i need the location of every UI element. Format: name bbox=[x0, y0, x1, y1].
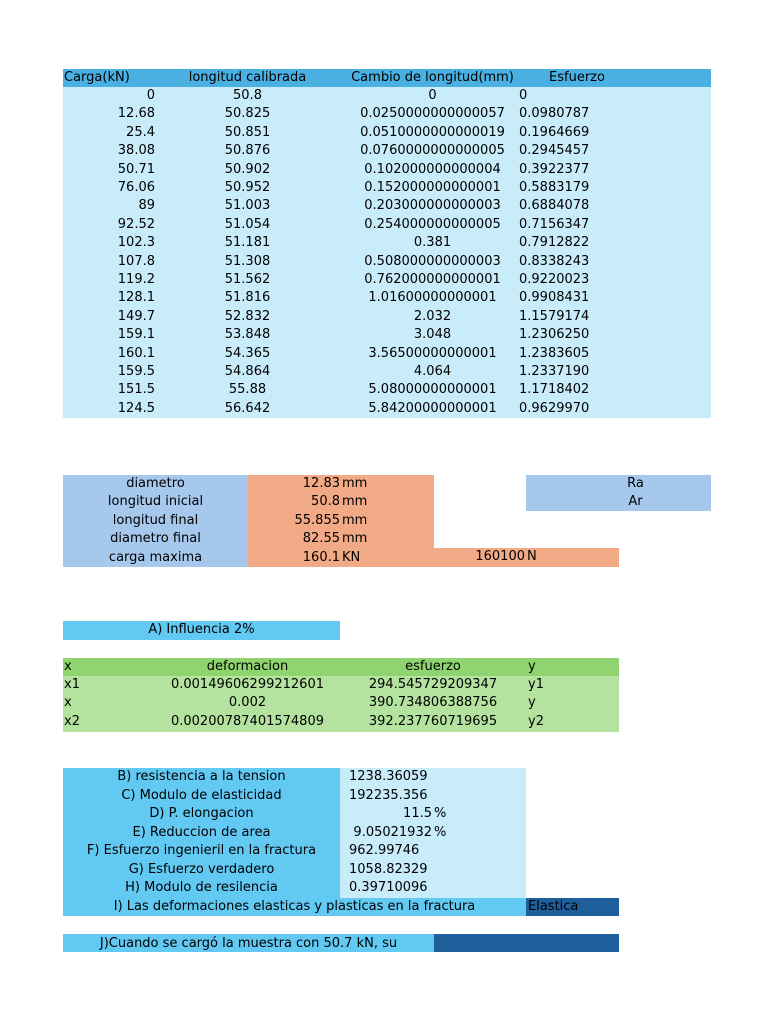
table-cell-cambio: 0.203000000000003 bbox=[364, 198, 501, 214]
table-cell-cambio: 1.01600000000001 bbox=[368, 290, 497, 306]
table-cell-carga: 89 bbox=[138, 198, 155, 214]
table-cell-esfuerzo: 0.1964669 bbox=[519, 124, 590, 140]
table-cell-cambio: 0.102000000000004 bbox=[364, 161, 501, 177]
table-cell-longitud: 50.8 bbox=[233, 88, 262, 103]
interp-cell-deformacion: 0.00200787401574809 bbox=[170, 713, 324, 729]
param-value: 55.855 bbox=[294, 512, 340, 528]
table-cell-carga: 159.5 bbox=[117, 364, 155, 379]
table-cell-carga: 102.3 bbox=[117, 235, 155, 251]
result-label: C) Modulo de elasticidad bbox=[121, 787, 282, 803]
question-j: J)Cuando se cargó la muestra con 50.7 kN, su bbox=[99, 936, 398, 951]
interp-cell-y: y bbox=[528, 695, 536, 711]
param-unit: mm bbox=[342, 494, 368, 510]
table-cell-esfuerzo: 0.9629970 bbox=[519, 400, 590, 416]
table-cell-carga: 159.1 bbox=[117, 327, 155, 343]
table-cell-longitud: 51.308 bbox=[224, 253, 271, 269]
param-label: diametro final bbox=[110, 531, 201, 547]
result-value: 0.39710096 bbox=[349, 880, 428, 895]
table-cell-esfuerzo: 1.2306250 bbox=[519, 327, 590, 343]
table-cell-cambio: 0.381 bbox=[413, 235, 452, 251]
table-cell-carga: 160.1 bbox=[117, 345, 155, 361]
table-cell-cambio: 5.08000000000001 bbox=[368, 382, 497, 398]
table-cell-longitud: 54.864 bbox=[224, 364, 271, 379]
interp-header-y: y bbox=[528, 659, 536, 674]
deform-answer: Elastica bbox=[526, 898, 619, 916]
table-cell-longitud: 50.825 bbox=[224, 106, 271, 122]
deform-question: I) Las deformaciones elasticas y plasticas en la fractura bbox=[113, 899, 476, 914]
result-value: 1058.82329 bbox=[349, 861, 428, 877]
table-cell-longitud: 50.851 bbox=[224, 124, 271, 140]
table-cell-carga: 107.8 bbox=[117, 253, 155, 269]
interp-cell-esfuerzo: 294.545729209347 bbox=[368, 677, 498, 692]
param-label: longitud final bbox=[112, 512, 199, 528]
table-cell-cambio: 0.0250000000000057 bbox=[360, 106, 505, 122]
result-unit: % bbox=[434, 806, 447, 821]
param-value: 12.83 bbox=[302, 476, 340, 491]
table-cell-cambio: 4.064 bbox=[413, 364, 452, 379]
table-cell-carga: 38.08 bbox=[117, 143, 155, 159]
table-cell-longitud: 55.88 bbox=[228, 382, 267, 398]
side-label-ra: Ra bbox=[627, 476, 644, 491]
table-cell-cambio: 0.0760000000000005 bbox=[360, 143, 505, 159]
result-value: 192235.356 bbox=[349, 787, 428, 803]
table-cell-carga: 151.5 bbox=[117, 382, 155, 398]
table-cell-esfuerzo: 0.0980787 bbox=[519, 106, 590, 122]
interp-cell-y: y2 bbox=[528, 713, 544, 729]
side-label-ar: Ar bbox=[628, 494, 643, 509]
table-cell-cambio: 2.032 bbox=[413, 308, 452, 324]
table-cell-cambio: 5.84200000000001 bbox=[368, 400, 497, 416]
table-cell-carga: 25.4 bbox=[126, 124, 155, 140]
param-label: diametro bbox=[126, 476, 185, 491]
result-value: 9.05021932 bbox=[353, 824, 432, 840]
interp-cell-x: x bbox=[64, 695, 72, 711]
interp-cell-x: x1 bbox=[64, 677, 80, 692]
table-cell-carga: 119.2 bbox=[117, 272, 155, 287]
table-cell-longitud: 50.952 bbox=[224, 180, 271, 195]
table-cell-longitud: 52.832 bbox=[224, 308, 271, 324]
table-cell-cambio: 0.0510000000000019 bbox=[360, 124, 505, 140]
result-label: F) Esfuerzo ingenieril en la fractura bbox=[86, 843, 317, 858]
result-value: 1238.36059 bbox=[349, 769, 428, 784]
table-cell-esfuerzo: 1.2337190 bbox=[519, 364, 590, 379]
interp-cell-deformacion: 0.00149606299212601 bbox=[170, 677, 324, 692]
table-cell-esfuerzo: 1.1718402 bbox=[519, 382, 590, 398]
influencia-title: A) Influencia 2% bbox=[148, 622, 255, 637]
interp-cell-esfuerzo: 392.237760719695 bbox=[368, 713, 498, 729]
param-label: longitud inicial bbox=[107, 494, 204, 510]
table-cell-esfuerzo: 0.9220023 bbox=[519, 272, 590, 287]
result-value: 11.5 bbox=[403, 806, 432, 821]
table-cell-cambio: 0.254000000000005 bbox=[364, 216, 501, 232]
interp-cell-deformacion: 0.002 bbox=[228, 695, 267, 711]
result-label: H) Modulo de resilencia bbox=[125, 880, 278, 895]
interp-header-deformacion: deformacion bbox=[206, 659, 289, 674]
table-cell-esfuerzo: 0.3922377 bbox=[519, 161, 590, 177]
table-cell-esfuerzo: 0.7912822 bbox=[519, 235, 590, 251]
table-cell-longitud: 51.562 bbox=[224, 272, 271, 287]
table-cell-esfuerzo: 0.6884078 bbox=[519, 198, 590, 214]
result-label: B) resistencia a la tension bbox=[117, 769, 286, 784]
table-cell-carga: 12.68 bbox=[117, 106, 155, 122]
param-unit: mm bbox=[342, 476, 368, 491]
table-cell-longitud: 51.003 bbox=[224, 198, 271, 214]
table-cell-longitud: 51.816 bbox=[224, 290, 271, 306]
table-cell-esfuerzo: 0.9908431 bbox=[519, 290, 590, 306]
table-cell-cambio: 0.762000000000001 bbox=[364, 272, 501, 287]
table-cell-longitud: 51.181 bbox=[224, 235, 271, 251]
param-unit: mm bbox=[342, 512, 368, 528]
table-cell-esfuerzo: 1.2383605 bbox=[519, 345, 590, 361]
params-extra-unit: N bbox=[527, 549, 537, 564]
table-cell-carga: 149.7 bbox=[117, 308, 155, 324]
table-cell-cambio: 0 bbox=[428, 88, 437, 103]
table-cell-longitud: 51.054 bbox=[224, 216, 271, 232]
result-label: D) P. elongacion bbox=[149, 806, 254, 821]
table-cell-esfuerzo: 0.7156347 bbox=[519, 216, 590, 232]
table-cell-longitud: 54.365 bbox=[224, 345, 271, 361]
interp-header-esfuerzo: esfuerzo bbox=[405, 659, 461, 674]
table-cell-longitud: 53.848 bbox=[224, 327, 271, 343]
result-label: E) Reduccion de area bbox=[132, 824, 271, 840]
table-cell-esfuerzo: 1.1579174 bbox=[519, 308, 590, 324]
header-carga: Carga(kN) bbox=[64, 70, 130, 85]
param-value: 82.55 bbox=[302, 531, 340, 547]
result-label: G) Esfuerzo verdadero bbox=[128, 861, 275, 877]
table-cell-longitud: 56.642 bbox=[224, 400, 271, 416]
header-esfuerzo: Esfuerzo bbox=[549, 70, 605, 85]
table-cell-carga: 50.71 bbox=[117, 161, 155, 177]
param-label: carga maxima bbox=[108, 549, 203, 565]
question-j-answer-bar bbox=[434, 934, 619, 952]
interp-cell-esfuerzo: 390.734806388756 bbox=[368, 695, 498, 711]
param-unit: mm bbox=[342, 531, 368, 547]
table-cell-carga: 92.52 bbox=[117, 216, 155, 232]
table-cell-carga: 0 bbox=[146, 88, 155, 103]
table-cell-esfuerzo: 0.8338243 bbox=[519, 253, 590, 269]
param-value: 160.1 bbox=[302, 549, 340, 565]
interp-header-x: x bbox=[64, 659, 72, 674]
table-cell-carga: 124.5 bbox=[117, 400, 155, 416]
table-cell-esfuerzo: 0.2945457 bbox=[519, 143, 590, 159]
params-extra-value: 160100 bbox=[475, 549, 525, 564]
result-value: 962.99746 bbox=[349, 843, 420, 858]
table-cell-cambio: 3.048 bbox=[413, 327, 452, 343]
table-cell-esfuerzo: 0 bbox=[519, 88, 528, 103]
interp-cell-x: x2 bbox=[64, 713, 80, 729]
table-cell-longitud: 50.876 bbox=[224, 143, 271, 159]
table-cell-carga: 128.1 bbox=[117, 290, 155, 306]
table-cell-esfuerzo: 0.5883179 bbox=[519, 180, 590, 195]
param-unit: KN bbox=[342, 549, 361, 565]
result-unit: % bbox=[434, 824, 447, 840]
header-longitud-calibrada: longitud calibrada bbox=[188, 70, 307, 85]
table-cell-carga: 76.06 bbox=[117, 180, 155, 195]
table-cell-cambio: 0.508000000000003 bbox=[364, 253, 501, 269]
table-cell-cambio: 3.56500000000001 bbox=[368, 345, 497, 361]
interp-cell-y: y1 bbox=[528, 677, 544, 692]
header-cambio-longitud: Cambio de longitud(mm) bbox=[351, 70, 514, 85]
table-cell-cambio: 0.152000000000001 bbox=[364, 180, 501, 195]
table-cell-longitud: 50.902 bbox=[224, 161, 271, 177]
param-value: 50.8 bbox=[311, 494, 340, 510]
